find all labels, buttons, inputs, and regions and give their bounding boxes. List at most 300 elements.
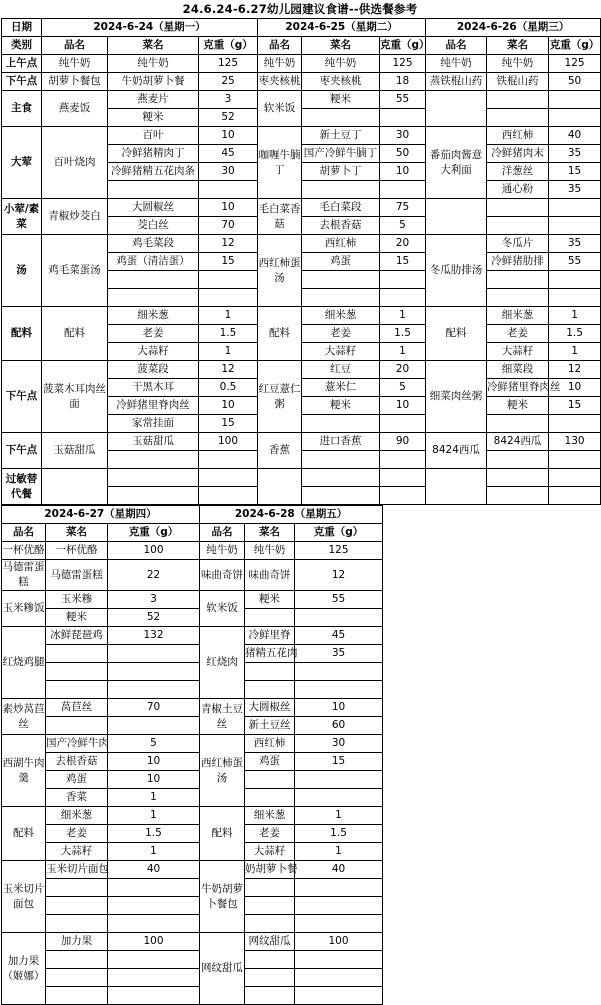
ingredient-cell: 牛奶胡萝卜餐 bbox=[108, 73, 199, 91]
ingredient-cell bbox=[108, 487, 199, 505]
table-row bbox=[2, 897, 383, 915]
weight-cell bbox=[549, 289, 601, 307]
table-row bbox=[2, 91, 601, 109]
category-cell: 过敏替代餐 bbox=[2, 469, 42, 505]
category-cell: 主食 bbox=[2, 91, 42, 127]
ingredient-cell: 鸡蛋（清洁蛋） bbox=[108, 253, 199, 271]
ingredient-cell: 胡萝卜丁 bbox=[302, 163, 380, 181]
dish-name: 玉米糁饭 bbox=[2, 591, 46, 627]
weight-cell bbox=[108, 717, 200, 735]
weight-cell bbox=[108, 681, 200, 699]
dish-name bbox=[258, 469, 302, 505]
weight-cell bbox=[549, 487, 601, 505]
weight-cell: 1.5 bbox=[549, 325, 601, 343]
ingredient-cell: 鸡蛋 bbox=[302, 253, 380, 271]
dish-name: 配料 bbox=[2, 807, 46, 861]
table-row bbox=[2, 361, 601, 379]
table-row bbox=[2, 681, 383, 699]
weight-cell bbox=[380, 271, 426, 289]
category-cell: 配料 bbox=[2, 307, 42, 361]
weight-cell: 1 bbox=[549, 307, 601, 325]
ingredient-cell bbox=[302, 289, 380, 307]
weight-cell: 52 bbox=[108, 609, 200, 627]
page-title: 24.6.24-6.27幼儿园建议食谱--供选餐参考 bbox=[182, 2, 418, 16]
weight-cell: 35 bbox=[549, 181, 601, 199]
weight-cell bbox=[549, 469, 601, 487]
ingredient-cell: 菠菜段 bbox=[108, 361, 199, 379]
weight-cell: 3 bbox=[108, 591, 200, 609]
day-header-fri: 2024-6-28（星期五） bbox=[200, 506, 383, 524]
ingredient-cell bbox=[245, 771, 295, 789]
weight-cell: 30 bbox=[199, 163, 258, 181]
weight-cell: 10 bbox=[199, 127, 258, 145]
table-row bbox=[2, 699, 383, 717]
dish-name: 菠菜木耳肉丝面 bbox=[42, 361, 108, 433]
ingredient-cell bbox=[46, 681, 108, 699]
ingredient-cell bbox=[245, 879, 295, 897]
weight-cell bbox=[295, 897, 383, 915]
dish-name: 纯牛奶 bbox=[42, 55, 108, 73]
ingredient-cell bbox=[245, 915, 295, 933]
category-label: 类别 bbox=[2, 37, 42, 55]
ingredient-cell: 8424西瓜 bbox=[487, 433, 549, 451]
ingredient-cell: 铁棍山药 bbox=[487, 73, 549, 91]
weight-cell: 20 bbox=[380, 235, 426, 253]
category-cell: 大荤 bbox=[2, 127, 42, 199]
weight-cell bbox=[295, 789, 383, 807]
weight-cell: 55 bbox=[295, 591, 383, 609]
column-weight: 克重（g） bbox=[549, 37, 601, 55]
category-cell: 下午点 bbox=[2, 73, 42, 91]
dish-name: 一杯优酪 bbox=[2, 542, 46, 560]
table-row bbox=[2, 469, 601, 487]
table-row bbox=[2, 825, 383, 843]
weight-cell: 132 bbox=[108, 627, 200, 645]
weight-cell bbox=[108, 915, 200, 933]
weight-cell: 1 bbox=[108, 843, 200, 861]
dish-name: 香蕉 bbox=[258, 433, 302, 469]
weight-cell: 10 bbox=[108, 771, 200, 789]
ingredient-cell: 细米葱 bbox=[487, 307, 549, 325]
dish-name: 番茄肉酱意大利面 bbox=[426, 127, 487, 199]
weight-cell: 1 bbox=[380, 307, 426, 325]
table-row bbox=[2, 807, 383, 825]
weight-cell: 15 bbox=[549, 163, 601, 181]
ingredient-cell: 玉菇甜瓜 bbox=[108, 433, 199, 451]
dish-name: 软米饭 bbox=[258, 91, 302, 127]
ingredient-cell: 家常挂面 bbox=[108, 415, 199, 433]
category-cell: 下午点 bbox=[2, 361, 42, 433]
weight-cell: 1 bbox=[108, 807, 200, 825]
ingredient-cell bbox=[302, 487, 380, 505]
ingredient-cell: 细米葱 bbox=[245, 807, 295, 825]
table-row bbox=[2, 73, 601, 91]
ingredient-cell: 纯牛奶 bbox=[302, 55, 380, 73]
weight-cell: 10 bbox=[549, 379, 601, 397]
weight-cell: 0.5 bbox=[199, 379, 258, 397]
weight-cell: 15 bbox=[199, 415, 258, 433]
dish-name: 西红柿蛋汤 bbox=[200, 735, 245, 807]
weight-cell: 50 bbox=[549, 73, 601, 91]
dish-name bbox=[426, 199, 487, 235]
weight-cell: 1 bbox=[199, 343, 258, 361]
ingredient-cell: 通心粉 bbox=[487, 181, 549, 199]
ingredient-cell bbox=[487, 415, 549, 433]
ingredient-cell: 老姜 bbox=[108, 325, 199, 343]
weight-cell bbox=[380, 469, 426, 487]
ingredient-cell: 冷鲜猪肉末 bbox=[487, 145, 549, 163]
weight-cell: 40 bbox=[295, 861, 383, 879]
column-ingredient: 菜名 bbox=[487, 37, 549, 55]
weight-cell: 12 bbox=[199, 235, 258, 253]
weight-cell bbox=[199, 271, 258, 289]
weight-cell bbox=[199, 469, 258, 487]
ingredient-cell: 细米葱 bbox=[46, 807, 108, 825]
ingredient-cell: 冷鲜猪精肉丁 bbox=[108, 145, 199, 163]
weight-cell: 125 bbox=[295, 542, 383, 560]
weight-cell bbox=[380, 487, 426, 505]
dish-name: 纯牛奶 bbox=[200, 542, 245, 560]
ingredient-cell: 大圆椒丝 bbox=[245, 699, 295, 717]
ingredient-cell bbox=[108, 289, 199, 307]
weight-cell bbox=[108, 663, 200, 681]
weight-cell: 15 bbox=[199, 253, 258, 271]
ingredient-cell: 纯牛奶 bbox=[245, 542, 295, 560]
weight-cell: 1 bbox=[549, 343, 601, 361]
dish-name: 蒸铁棍山药 bbox=[426, 73, 487, 91]
dish-name: 西湖牛肉羹 bbox=[2, 735, 46, 807]
dish-name: 纯牛奶 bbox=[426, 55, 487, 73]
ingredient-cell: 国产冷鲜牛肉 bbox=[46, 735, 108, 753]
ingredient-cell: 国产冷鲜牛腩丁 bbox=[302, 145, 380, 163]
category-cell: 汤 bbox=[2, 235, 42, 307]
weight-cell: 10 bbox=[199, 397, 258, 415]
weight-cell: 1 bbox=[295, 807, 383, 825]
dish-name: 玉米切片面包 bbox=[2, 861, 46, 933]
dish-name: 西红柿蛋汤 bbox=[258, 235, 302, 307]
weight-cell bbox=[108, 645, 200, 663]
ingredient-cell: 冷鲜猪精五花肉条 bbox=[108, 163, 199, 181]
dish-name bbox=[426, 91, 487, 127]
weight-cell: 22 bbox=[108, 560, 200, 591]
category-cell: 小荤/素菜 bbox=[2, 199, 42, 235]
table-row bbox=[2, 433, 601, 451]
column-item-name: 品名 bbox=[200, 524, 245, 542]
table-row bbox=[2, 663, 383, 681]
ingredient-cell: 加力果 bbox=[46, 933, 108, 951]
column-weight: 克重（g） bbox=[199, 37, 258, 55]
ingredient-cell bbox=[245, 987, 295, 1005]
ingredient-cell bbox=[108, 271, 199, 289]
table-row bbox=[2, 771, 383, 789]
ingredient-cell: 一杯优酪 bbox=[46, 542, 108, 560]
ingredient-cell: 大蒜籽 bbox=[302, 343, 380, 361]
table-row bbox=[2, 627, 383, 645]
weight-cell bbox=[549, 109, 601, 127]
date-label: 日期 bbox=[2, 19, 42, 37]
ingredient-cell: 大蒜籽 bbox=[245, 843, 295, 861]
weight-cell bbox=[295, 915, 383, 933]
weight-cell: 40 bbox=[549, 127, 601, 145]
ingredient-cell: 燕麦片 bbox=[108, 91, 199, 109]
ingredient-cell: 粳米 bbox=[302, 91, 380, 109]
weight-cell: 1.5 bbox=[199, 325, 258, 343]
weight-cell bbox=[199, 181, 258, 199]
ingredient-cell: 干黑木耳 bbox=[108, 379, 199, 397]
weight-cell bbox=[108, 969, 200, 987]
ingredient-cell: 老姜 bbox=[245, 825, 295, 843]
column-item-name: 品名 bbox=[258, 37, 302, 55]
weight-cell: 3 bbox=[199, 91, 258, 109]
ingredient-cell bbox=[487, 289, 549, 307]
ingredient-cell: 味曲奇饼 bbox=[245, 560, 295, 591]
dish-name: 青椒土豆丝 bbox=[200, 699, 245, 735]
weight-cell: 15 bbox=[380, 253, 426, 271]
column-item-name: 品名 bbox=[42, 37, 108, 55]
weight-cell bbox=[549, 217, 601, 235]
weight-cell bbox=[295, 609, 383, 627]
dish-name: 红烧肉 bbox=[200, 627, 245, 699]
weight-cell: 25 bbox=[199, 73, 258, 91]
table-row bbox=[2, 915, 383, 933]
ingredient-cell: 茭白丝 bbox=[108, 217, 199, 235]
dish-name: 马德雷蛋糕 bbox=[2, 560, 46, 591]
weight-cell bbox=[108, 951, 200, 969]
weight-cell bbox=[295, 969, 383, 987]
ingredient-cell: 洋葱丝 bbox=[487, 163, 549, 181]
ingredient-cell: 大圆椒丝 bbox=[108, 199, 199, 217]
ingredient-cell: 玉米糁 bbox=[46, 591, 108, 609]
dish-name: 枣夹核桃 bbox=[258, 73, 302, 91]
ingredient-cell: 细米葱 bbox=[302, 307, 380, 325]
weight-cell: 50 bbox=[380, 145, 426, 163]
ingredient-cell bbox=[108, 469, 199, 487]
ingredient-cell: 大蒜籽 bbox=[108, 343, 199, 361]
table-row bbox=[2, 951, 383, 969]
ingredient-cell: 网纹甜瓜 bbox=[245, 933, 295, 951]
ingredient-cell: 细菜段 bbox=[487, 361, 549, 379]
column-item-name: 品名 bbox=[426, 37, 487, 55]
dish-name: 玉菇甜瓜 bbox=[42, 433, 108, 469]
weight-cell: 10 bbox=[199, 199, 258, 217]
day-header-thu: 2024-6-27（星期四） bbox=[2, 506, 200, 524]
weight-cell: 100 bbox=[108, 933, 200, 951]
weight-cell bbox=[549, 451, 601, 469]
ingredient-cell bbox=[302, 271, 380, 289]
weight-cell bbox=[295, 663, 383, 681]
ingredient-cell: 鸡蛋 bbox=[245, 753, 295, 771]
dish-name: 软米饭 bbox=[200, 591, 245, 627]
ingredient-cell: 西红柿 bbox=[302, 235, 380, 253]
menu-table-week-part2 bbox=[1, 505, 383, 1005]
weight-cell bbox=[380, 109, 426, 127]
ingredient-cell bbox=[46, 663, 108, 681]
weight-cell: 12 bbox=[295, 560, 383, 591]
weight-cell bbox=[549, 91, 601, 109]
ingredient-cell: 百叶 bbox=[108, 127, 199, 145]
table-row bbox=[2, 235, 601, 253]
ingredient-cell: 玉米切片面包 bbox=[46, 861, 108, 879]
weight-cell: 5 bbox=[380, 217, 426, 235]
dish-name: 百叶烧肉 bbox=[42, 127, 108, 199]
dish-name: 红豆薏仁粥 bbox=[258, 361, 302, 433]
weight-cell: 100 bbox=[108, 542, 200, 560]
weight-cell: 70 bbox=[199, 217, 258, 235]
ingredient-cell bbox=[245, 969, 295, 987]
day-header-tue: 2024-6-25（星期二） bbox=[258, 19, 426, 37]
weight-cell: 20 bbox=[380, 361, 426, 379]
ingredient-cell: 香菜 bbox=[46, 789, 108, 807]
dish-name: 青椒炒茭白 bbox=[42, 199, 108, 235]
weight-cell bbox=[380, 451, 426, 469]
ingredient-cell: 粳米 bbox=[108, 109, 199, 127]
weight-cell: 15 bbox=[295, 753, 383, 771]
ingredient-cell bbox=[108, 181, 199, 199]
dish-name: 配料 bbox=[200, 807, 245, 861]
weight-cell: 10 bbox=[295, 699, 383, 717]
ingredient-cell: 细米葱 bbox=[108, 307, 199, 325]
weight-cell: 18 bbox=[380, 73, 426, 91]
weight-cell bbox=[549, 271, 601, 289]
ingredient-cell bbox=[302, 469, 380, 487]
dish-name bbox=[426, 469, 487, 505]
ingredient-cell: 猪精五花肉 bbox=[245, 645, 295, 663]
dish-name: 味曲奇饼 bbox=[200, 560, 245, 591]
table-row bbox=[2, 753, 383, 771]
weight-cell: 125 bbox=[380, 55, 426, 73]
ingredient-cell bbox=[46, 951, 108, 969]
weight-cell bbox=[295, 951, 383, 969]
weight-cell bbox=[549, 415, 601, 433]
ingredient-cell: 粳米 bbox=[487, 397, 549, 415]
ingredient-cell: 冬瓜片 bbox=[487, 235, 549, 253]
ingredient-cell bbox=[487, 217, 549, 235]
ingredient-cell: 冷鲜猪里脊肉丝 bbox=[487, 379, 549, 397]
ingredient-cell bbox=[487, 109, 549, 127]
table-row bbox=[2, 879, 383, 897]
weight-cell: 40 bbox=[108, 861, 200, 879]
ingredient-cell bbox=[46, 987, 108, 1005]
ingredient-cell: 鸡蛋 bbox=[46, 771, 108, 789]
ingredient-cell bbox=[487, 469, 549, 487]
table-row bbox=[2, 789, 383, 807]
dish-name: 细菜肉丝粥 bbox=[426, 361, 487, 433]
table-row bbox=[2, 843, 383, 861]
ingredient-cell bbox=[302, 415, 380, 433]
dish-name: 燕麦饭 bbox=[42, 91, 108, 127]
ingredient-cell: 纯牛奶 bbox=[487, 55, 549, 73]
weight-cell bbox=[108, 879, 200, 897]
weight-cell: 35 bbox=[549, 145, 601, 163]
weight-cell bbox=[295, 987, 383, 1005]
category-cell: 上午点 bbox=[2, 55, 42, 73]
weight-cell: 75 bbox=[380, 199, 426, 217]
ingredient-cell: 莴苣丝 bbox=[46, 699, 108, 717]
weight-cell bbox=[295, 681, 383, 699]
dish-name: 胡萝卜餐包 bbox=[42, 73, 108, 91]
table-row bbox=[2, 969, 383, 987]
ingredient-cell bbox=[245, 897, 295, 915]
dish-name: 冬瓜肋排汤 bbox=[426, 235, 487, 307]
day-header-mon: 2024-6-24（星期一） bbox=[42, 19, 258, 37]
dish-name: 咖喱牛腩丁 bbox=[258, 127, 302, 199]
weight-cell: 35 bbox=[295, 645, 383, 663]
ingredient-cell bbox=[487, 91, 549, 109]
ingredient-cell: 新土豆丝 bbox=[245, 717, 295, 735]
table-row bbox=[2, 55, 601, 73]
ingredient-cell bbox=[46, 915, 108, 933]
table-row bbox=[2, 127, 601, 145]
menu-table-week-part1 bbox=[1, 18, 601, 505]
weight-cell: 5 bbox=[108, 735, 200, 753]
weight-cell bbox=[380, 289, 426, 307]
dish-name: 配料 bbox=[426, 307, 487, 361]
table-row bbox=[2, 717, 383, 735]
ingredient-cell: 冷鲜猪肋排 bbox=[487, 253, 549, 271]
weight-cell bbox=[199, 289, 258, 307]
day-header-wed: 2024-6-26（星期三） bbox=[426, 19, 601, 37]
ingredient-cell bbox=[245, 681, 295, 699]
ingredient-cell: 枣夹核桃 bbox=[302, 73, 380, 91]
ingredient-cell bbox=[46, 897, 108, 915]
ingredient-cell bbox=[302, 109, 380, 127]
column-item-name: 品名 bbox=[2, 524, 46, 542]
category-cell: 下午点 bbox=[2, 433, 42, 469]
weight-cell: 125 bbox=[199, 55, 258, 73]
ingredient-cell: 冷鲜里脊 bbox=[245, 627, 295, 645]
weight-cell bbox=[380, 181, 426, 199]
ingredient-cell: 鸡毛菜段 bbox=[108, 235, 199, 253]
ingredient-cell bbox=[245, 663, 295, 681]
ingredient-cell: 西红柿 bbox=[245, 735, 295, 753]
weight-cell: 1.5 bbox=[295, 825, 383, 843]
column-weight: 克重（g） bbox=[295, 524, 383, 542]
ingredient-cell: 马德雷蛋糕 bbox=[46, 560, 108, 591]
weight-cell bbox=[199, 487, 258, 505]
ingredient-cell: 奶胡萝卜餐 bbox=[245, 861, 295, 879]
weight-cell: 70 bbox=[108, 699, 200, 717]
weight-cell: 60 bbox=[295, 717, 383, 735]
weight-cell: 55 bbox=[380, 91, 426, 109]
ingredient-cell bbox=[245, 789, 295, 807]
weight-cell: 1 bbox=[199, 307, 258, 325]
column-ingredient: 菜名 bbox=[46, 524, 108, 542]
ingredient-cell: 红豆 bbox=[302, 361, 380, 379]
ingredient-cell: 去根香菇 bbox=[46, 753, 108, 771]
weight-cell bbox=[549, 199, 601, 217]
table-row bbox=[2, 591, 383, 609]
table-row bbox=[2, 645, 383, 663]
weight-cell: 1 bbox=[295, 843, 383, 861]
ingredient-cell bbox=[487, 199, 549, 217]
table-row bbox=[2, 735, 383, 753]
column-weight: 克重（g） bbox=[380, 37, 426, 55]
dish-name: 毛白菜香菇 bbox=[258, 199, 302, 235]
weight-cell: 55 bbox=[549, 253, 601, 271]
weight-cell: 1.5 bbox=[380, 325, 426, 343]
dish-name: 红烧鸡腿 bbox=[2, 627, 46, 699]
weight-cell: 45 bbox=[295, 627, 383, 645]
weight-cell: 1.5 bbox=[108, 825, 200, 843]
ingredient-cell: 老姜 bbox=[46, 825, 108, 843]
table-row bbox=[2, 199, 601, 217]
dish-name: 配料 bbox=[42, 307, 108, 361]
table-row bbox=[2, 933, 383, 951]
dish-name: 纯牛奶 bbox=[258, 55, 302, 73]
ingredient-cell: 老姜 bbox=[487, 325, 549, 343]
ingredient-cell: 粳米 bbox=[245, 591, 295, 609]
weight-cell: 10 bbox=[108, 753, 200, 771]
